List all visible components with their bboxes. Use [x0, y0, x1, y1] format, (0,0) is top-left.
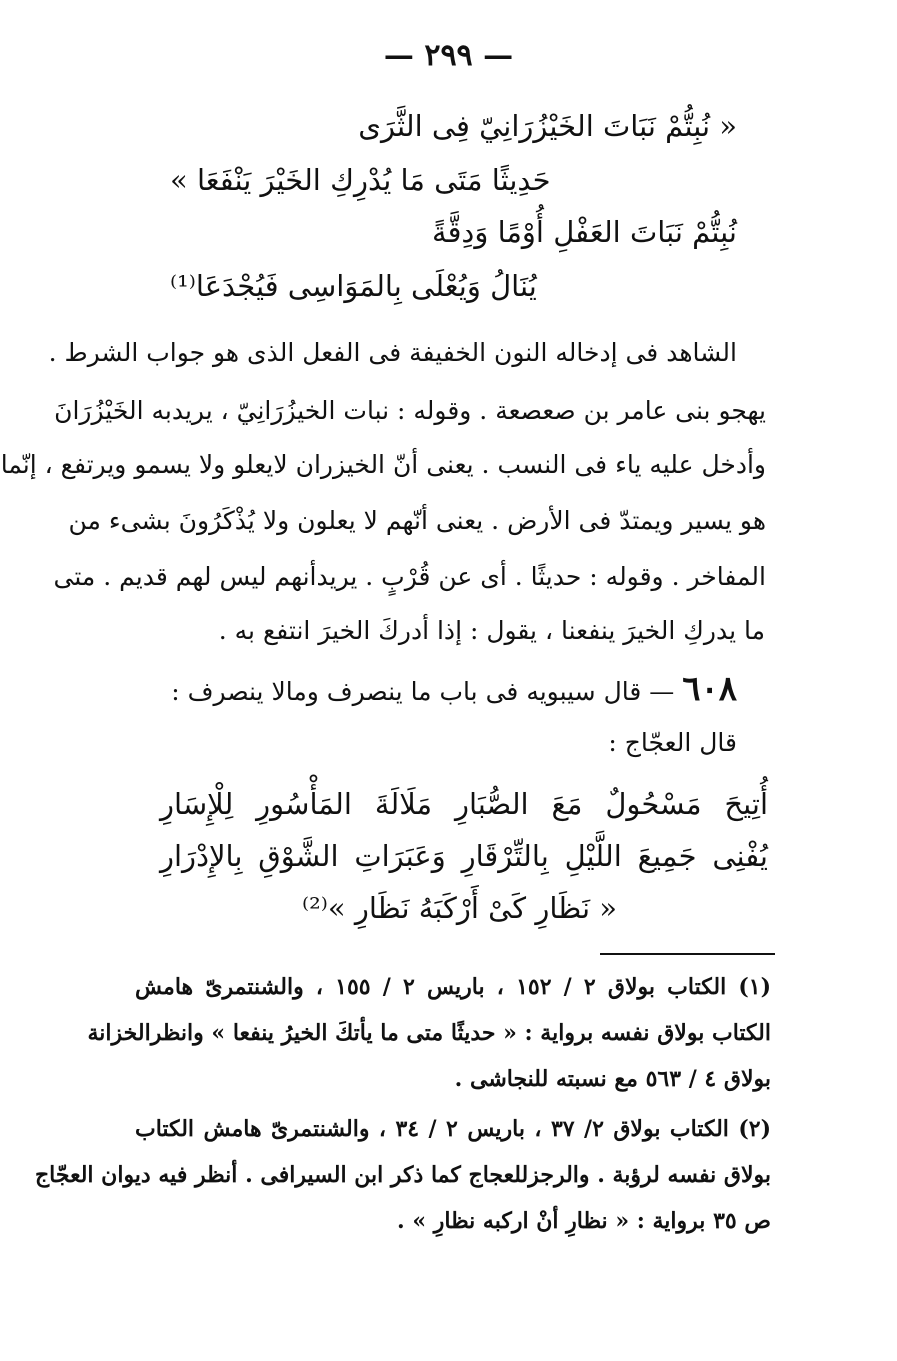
- section-number: ٦٠٨: [682, 669, 737, 709]
- commentary1-line-4: هو يسير ويمتدّ فى الأرض . يعنى أنّهم لا يعلون ولا يُذْكَرُونَ بشىء من: [68, 506, 766, 535]
- poem1-verse-3: نُبِتُّمْ نَبَاتَ العَفْلِ أُوْمًا وَدِقَّةً: [432, 215, 737, 249]
- footnote-separator: [600, 953, 775, 955]
- poem1-verse-2: حَدِيثًا مَتَى مَا يُدْرِكِ الخَيْرَ يَنْفَعَا »: [170, 163, 551, 197]
- footnote-1-line-2: الكتاب بولاق نفسه برواية : « حديثًا متى ما يأتكَ الخيرُ ينفعا » وانظرالخزانة: [87, 1020, 771, 1046]
- commentary1-line-5: المفاخر . وقوله : حديثًا . أى عن قُرْبٍ . يريدأنهم ليس لهم قديم . متى: [53, 562, 766, 591]
- footnote-1-line-1: (١) الكتاب بولاق ٢ / ١٥٢ ، باريس ٢ / ١٥٥ ، والشنتمرىّ هامش: [135, 974, 772, 1000]
- poem1-verse-4: يُنَالُ وَيُعْلَى بِالمَوَاسِى فَيُجْدَعَا⁽¹⁾: [170, 269, 537, 303]
- footnote-2-line-3: ص ٣٥ برواية : « نظارِ أنْ اركبه نظارِ » .: [397, 1208, 771, 1234]
- footnote-1-line-3: بولاق ٤ / ٥٦٣ مع نسبته للنجاشى .: [454, 1066, 771, 1092]
- poem2-verse-2: يُفْنِى جَمِيعَ اللَّيْلِ بِالتِّرْقَارِ وَعَبَرَاتِ الشَّوْقِ بِالإِدْرَارِ: [160, 839, 768, 873]
- poet-attribution: قال العجّاج :: [608, 728, 737, 757]
- footnote-2-line-2: بولاق نفسه لرؤبة . والرجزللعجاج كما ذكر ابن السيرافى . أنظر فيه ديوان العجّاج: [34, 1162, 771, 1188]
- poem2-verse-1: أُتِيحَ مَسْحُولٌ مَعَ الصُّبَارِ مَلَالَةَ المَأْسُورِ لِلْإِسَارِ: [160, 787, 768, 821]
- footnote-2-line-1: (٢) الكتاب بولاق ٢/ ٣٧ ، باريس ٢ / ٣٤ ، والشنتمرىّ هامش الكتاب: [135, 1116, 772, 1142]
- poem1-verse-1: « نُبِتُّمْ نَبَاتَ الخَيْزُرَانِيّ فِى الثَّرَى: [358, 109, 737, 143]
- commentary1-line-2: يهجو بنى عامر بن صعصعة . وقوله : نبات الخيزُرَانِيّ ، يريدبه الخَيْزُرَانَ: [54, 396, 766, 425]
- section-heading-text: — قال سيبويه فى باب ما ينصرف ومالا ينصرف :: [171, 677, 675, 706]
- commentary1-line-1: الشاهد فى إدخاله النون الخفيفة فى الفعل الذى هو جواب الشرط .: [48, 338, 737, 367]
- section-heading: [171, 669, 737, 709]
- commentary1-line-3: وأدخل عليه ياء فى النسب . يعنى أنّ الخيزران لايعلو ولا يسمو ويرتفع ، إنّما: [0, 450, 766, 479]
- poem2-verse-3: « نَظَارِ كَىْ أَرْكَبَهُ نَظَارِ »⁽²⁾: [301, 891, 617, 925]
- page-number: — ٢٩٩ —: [383, 38, 514, 73]
- commentary1-line-6: ما يدركِ الخيرَ ينفعنا ، يقول : إذا أدركَ الخيرَ انتفع به .: [218, 616, 765, 645]
